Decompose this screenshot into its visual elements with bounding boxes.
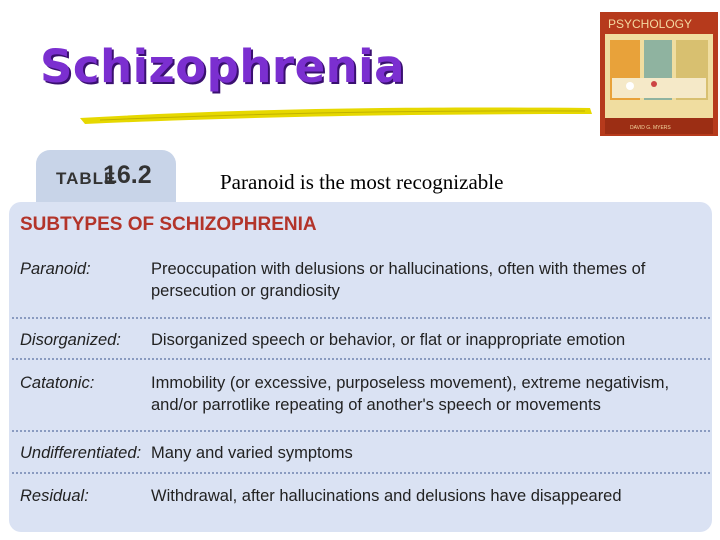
row-divider	[12, 317, 710, 319]
table-panel	[9, 202, 712, 532]
row-divider	[12, 358, 710, 360]
table-tab-number: 16.2	[103, 161, 152, 189]
book-cover-image	[600, 12, 718, 136]
row-term: Undifferentiated:	[20, 444, 142, 462]
row-divider	[12, 430, 710, 432]
title-underline	[40, 100, 600, 130]
table-tab	[36, 150, 176, 202]
row-description: Preoccupation with delusions or hallucinations, often with themes of persecution or grandiosity	[151, 260, 646, 300]
row-term: Disorganized:	[20, 331, 121, 349]
book-title: PSYCHOLOGY	[608, 17, 693, 31]
row-term: Catatonic:	[20, 374, 95, 392]
row-description: Withdrawal, after hallucinations and delusions have disappeared	[151, 487, 622, 505]
row-description: Many and varied symptoms	[151, 444, 353, 462]
row-description: Disorganized speech or behavior, or flat or inappropriate emotion	[151, 331, 626, 349]
table-heading: SUBTYPES OF SCHIZOPHRENIA	[20, 214, 317, 235]
note-text: Paranoid is the most recognizable	[220, 170, 504, 194]
table-tab-word: TABLE	[56, 169, 117, 188]
row-divider	[12, 472, 710, 474]
slide-title: Schizophrenia	[40, 40, 405, 93]
book-author: DAVID G. MYERS	[630, 125, 671, 131]
row-description: Immobility (or excessive, purposeless movement), extreme negativism, and/or parrotlike repeating of another's speech or movements	[151, 374, 670, 414]
row-term: Paranoid:	[20, 260, 91, 278]
row-term: Residual:	[20, 487, 89, 505]
